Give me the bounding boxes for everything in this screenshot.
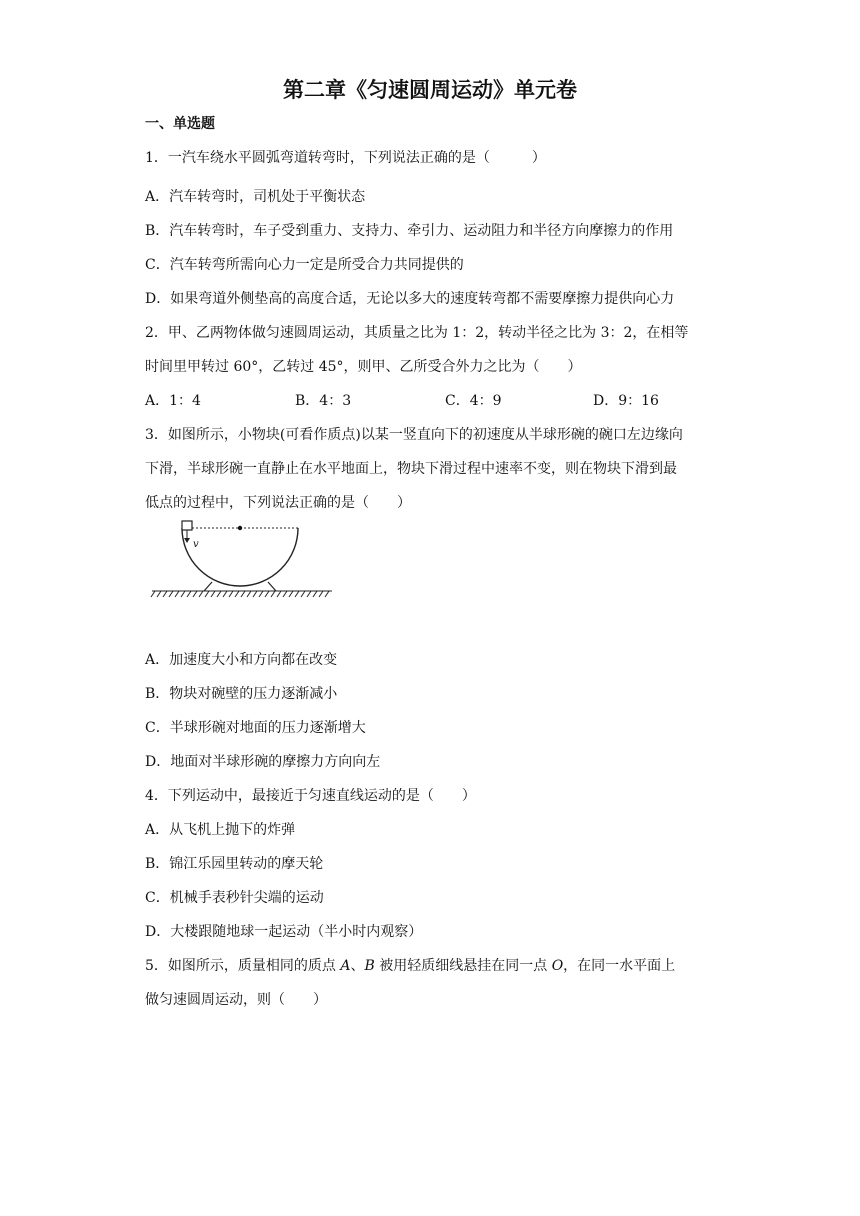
- bowl-center-point: [238, 526, 242, 530]
- q5-stem-part: 5．如图所示，质量相同的质点: [145, 958, 341, 974]
- q5-var-o: O: [551, 958, 564, 974]
- q3-stem-line3: 低点的过程中，下列说法正确的是（ ）: [145, 495, 411, 511]
- q5-stem-part: 、: [350, 958, 365, 974]
- q5-stem-line2: 做匀速圆周运动，则（ ）: [145, 992, 327, 1008]
- q5-var-b: B: [364, 958, 375, 974]
- q5-var-a: A: [340, 958, 351, 974]
- bowl-leg-right: [268, 582, 276, 591]
- q4-option-b: B．锦江乐园里转动的摩天轮: [145, 856, 324, 872]
- velocity-arrow-head: [184, 538, 190, 543]
- q3-option-d: D．地面对半球形碗的摩擦力方向向左: [145, 754, 381, 770]
- q1-option-d: D．如果弯道外侧垫高的高度合适，无论以多大的速度转弯都不需要摩擦力提供向心力: [145, 291, 675, 307]
- q3-option-a: A．加速度大小和方向都在改变: [145, 652, 338, 668]
- q2-stem-line1: 2．甲、乙两物体做匀速圆周运动，其质量之比为 1：2，转动半径之比为 3：2，在相等: [145, 325, 689, 341]
- q5-stem-line1: [145, 955, 675, 975]
- ground-hatching: [151, 591, 332, 597]
- q5-stem-part: ，在同一水平面上: [563, 958, 676, 974]
- q3-stem-line1: 3．如图所示，小物块(可看作质点)以某一竖直向下的初速度从半球形碗的碗口左边缘向: [145, 427, 683, 443]
- bowl-leg-left: [204, 582, 212, 591]
- hemisphere-bowl-figure: [150, 512, 340, 604]
- section-heading: 一、单选题: [145, 116, 215, 132]
- small-block: [182, 521, 192, 530]
- q2-option-a: A．1：4: [145, 393, 201, 409]
- q1-option-a: A．汽车转弯时，司机处于平衡状态: [145, 189, 366, 205]
- q4-option-a: A．从飞机上抛下的炸弹: [145, 822, 296, 838]
- q4-option-d: D．大楼跟随地球一起运动（半小时内观察）: [145, 924, 423, 940]
- hemisphere-bowl: [182, 528, 298, 586]
- q2-stem-line2: 时间里甲转过 60°，乙转过 45°，则甲、乙所受合外力之比为（ ）: [145, 359, 582, 375]
- q3-stem-line2: 下滑，半球形碗一直静止在水平地面上，物块下滑过程中速率不变，则在物块下滑到最: [145, 461, 677, 477]
- q4-stem: 4．下列运动中，最接近于匀速直线运动的是（ ）: [145, 788, 476, 804]
- document-title: 第二章《匀速圆周运动》单元卷: [283, 78, 577, 102]
- q2-option-c: C．4：9: [445, 393, 502, 409]
- q5-stem-part: 被用轻质细线悬挂在同一点: [374, 958, 552, 974]
- q4-option-c: C．机械手表秒针尖端的运动: [145, 890, 324, 906]
- q1-option-c: C．汽车转弯所需向心力一定是所受合力共同提供的: [145, 257, 464, 273]
- q3-option-c: C．半球形碗对地面的压力逐渐增大: [145, 720, 366, 736]
- q2-option-b: B．4：3: [295, 393, 352, 409]
- q3-option-b: B．物块对碗壁的压力逐渐减小: [145, 686, 338, 702]
- velocity-label: v: [193, 539, 199, 550]
- q2-option-d: D．9：16: [593, 393, 659, 409]
- q1-option-b: B．汽车转弯时，车子受到重力、支持力、牵引力、运动阻力和半径方向摩擦力的作用: [145, 223, 674, 239]
- q1-stem: 1．一汽车绕水平圆弧弯道转弯时，下列说法正确的是（ ）: [145, 150, 546, 166]
